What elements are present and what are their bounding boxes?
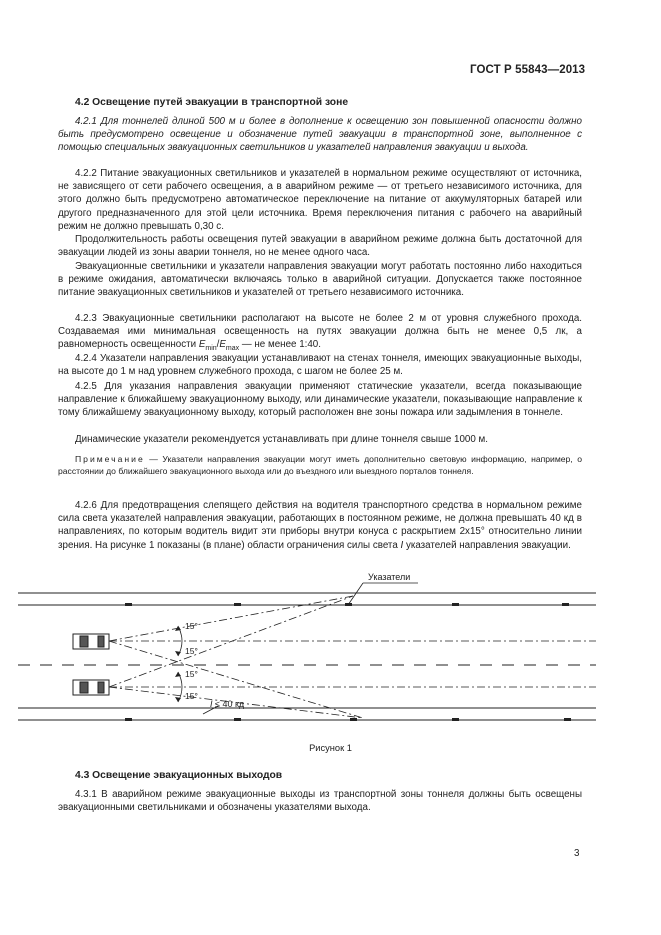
angle-label-2: 15°: [185, 646, 198, 656]
signs-leader-line: [348, 583, 363, 605]
ratio-slash: /: [216, 339, 220, 351]
angle-arcs: [178, 626, 182, 702]
paragraph-4-2-3-end: — не менее 1:40.: [239, 339, 321, 351]
lower-cone-top: [109, 596, 353, 687]
paragraph-4-2-6-end: указателей направления эвакуации.: [403, 539, 571, 551]
figure-caption: Рисунок 1: [309, 743, 352, 753]
intensity-label-value: ≤ 40 кд: [212, 699, 245, 709]
emax-subscript: max: [225, 345, 240, 353]
note-text: — Указатели направления эвакуации могут иметь дополнительно световую информацию, например, о расстоянии до ближайшего эвакуационного выхода или до въездного или выездного порталов тоннеля.: [58, 454, 582, 477]
paragraph-4-2-2-modes: Эвакуационные светильники и указатели направления эвакуации могут работать постоянно либо находиться в режиме ожидания, автоматически включаясь только в аварийной ситуации. Допускается также постоянное питание эвакуационных светильников и указателей от третьего независимого источника.: [58, 261, 582, 299]
paragraph-4-2-4: 4.2.4 Указатели направления эвакуации устанавливают на стенах тоннеля, имеющих эвакуационные выходы, на высоте до 1 м над уровнем служебного прохода, с шагом не более 25 м.: [58, 353, 582, 378]
paragraph-4-2-5: 4.2.5 Для указания направления эвакуации применяют статические указатели, всегда показывающие направление к ближайшему эвакуационному выходу, или динамические указатели, показывающие направление к тому ближайшему эвакуационному выходу, который расположен вне зоны пожара или задымления в тоннеле.: [58, 381, 582, 419]
emax-symbol: E: [219, 339, 226, 351]
paragraph-4-2-3: [58, 312, 582, 356]
lower-vehicle: [73, 680, 109, 695]
angle-label-1: 15°: [185, 621, 198, 631]
paragraph-4-2-2-duration: Продолжительность работы освещения путей эвакуации в аварийном режиме должна быть достаточной для эвакуации людей из зоны аварии тоннеля, но не менее одного часа.: [58, 234, 582, 259]
angle-label-3: 15°: [185, 669, 198, 679]
upper-vehicle: [73, 634, 109, 649]
paragraph-4-2-6: [58, 499, 582, 552]
paragraph-4-2-2: 4.2.2 Питание эвакуационных светильников и указателей в нормальном режиме осуществляют от источника, не зависящего от сети рабочего освещения, а в аварийном режиме — от третьего независимого источника, для этого должно быть предусмотрено автоматическое переключение на питание от аккумуляторных батарей или другого предназначенного для этой цели источника. Время переключения питания с рабочего на аварийный режим не должно превышать 0,30 с.: [58, 168, 582, 232]
tunnel-plan-diagram: [18, 568, 596, 730]
section-4-3-heading: 4.3 Освещение эвакуационных выходов: [75, 770, 283, 781]
paragraph-4-2-1: 4.2.1 Для тоннелей длиной 500 м и более в дополнение к освещению зон повышенной опасности должно быть предусмотрено освещение и обозначение путей эвакуации в транспортной зоне, выполненное с помощью специальных эвакуационных светильников и указателей направления эвакуации и выхода.: [58, 116, 582, 154]
note: [58, 453, 582, 478]
paragraph-4-2-3-text: 4.2.3 Эвакуационные светильники располагают на высоте не более 2 м от уровня служебного прохода. Создаваемая ими минимальная освещенность на путях эвакуации должна быть не менее 0,5 лк, а равномерность освещенности: [58, 313, 582, 351]
upper-cone-top: [109, 596, 353, 641]
emin-symbol: E: [198, 339, 206, 351]
page-number: 3: [574, 848, 580, 859]
note-label: Примечание: [75, 454, 145, 464]
standard-number: ГОСТ Р 55843—2013: [470, 64, 586, 76]
intensity-symbol: I: [400, 539, 404, 551]
section-4-2-heading: 4.2 Освещение путей эвакуации в транспортной зоне: [75, 97, 349, 108]
intensity-label: [210, 699, 245, 709]
paragraph-4-2-5-dynamic: Динамические указатели рекомендуется устанавливать при длине тоннеля свыше 1000 м.: [75, 434, 488, 445]
emin-subscript: min: [205, 345, 217, 353]
paragraph-4-2-6-text: 4.2.6 Для предотвращения слепящего действия на водителя транспортного средства в нормальном режиме сила света указателей направления эвакуации, работающих в постоянном режиме, не должна превышать 40 кд в направлениях, по которым водитель видит эти приборы внутри конуса с раскрытием 2х15° относительно линии зрения. На рисунке 1 показаны (в плане) области ограничения силы света: [58, 500, 582, 551]
signs-label: Указатели: [368, 572, 411, 582]
paragraph-4-3-1: 4.3.1 В аварийном режиме эвакуационные выходы из транспортной зоны тоннеля должны быть освещены эвакуационными светильниками и обозначены указателями выхода.: [58, 789, 582, 814]
angle-label-4: 15°: [185, 691, 198, 701]
intensity-label-symbol: I: [210, 699, 213, 709]
